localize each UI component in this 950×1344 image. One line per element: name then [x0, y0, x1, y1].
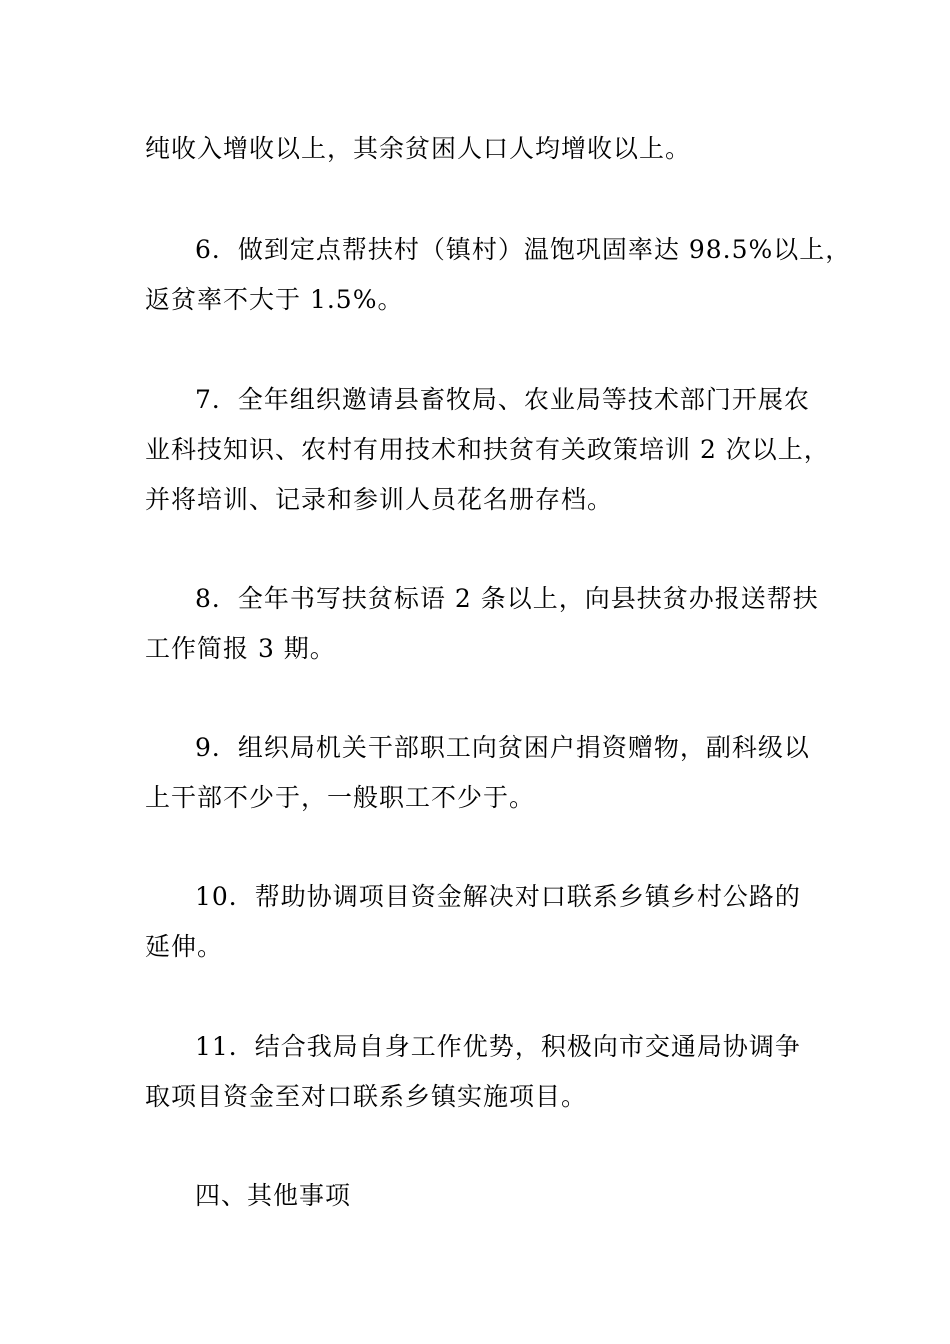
item-7-line-3: 并将培训、记录和参训人员花名册存档。: [145, 485, 614, 514]
item-7-line-2: 业科技知识、农村有用技术和扶贫有关政策培训 2 次以上，: [145, 435, 830, 464]
item-9-line-1: 9．组织局机关干部职工向贫困户捐资赠物，副科级以: [195, 733, 810, 762]
item-11-line-1: 11．结合我局自身工作优势，积极向市交通局协调争: [195, 1032, 801, 1061]
item-10-line-2: 延伸。: [145, 932, 224, 961]
item-10-line-1: 10．帮助协调项目资金解决对口联系乡镇乡村公路的: [195, 882, 801, 911]
item-6-line-2: 返贫率不大于 1.5%。: [145, 285, 404, 314]
item-11-line-2: 取项目资金至对口联系乡镇实施项目。: [145, 1082, 588, 1111]
item-8-line-2: 工作简报 3 期。: [145, 634, 336, 663]
item-6-line-1: 6．做到定点帮扶村（镇村）温饱巩固率达 98.5%以上，: [195, 235, 852, 264]
paragraph-line: 纯收入增收以上，其余贫困人口人均增收以上。: [145, 134, 692, 163]
section-heading-other-matters: 四、其他事项: [195, 1181, 352, 1210]
item-7-line-1: 7．全年组织邀请县畜牧局、农业局等技术部门开展农: [195, 385, 810, 414]
item-8-line-1: 8．全年书写扶贫标语 2 条以上，向县扶贫办报送帮扶: [195, 584, 819, 613]
item-9-line-2: 上干部不少于，一般职工不少于。: [145, 783, 536, 812]
